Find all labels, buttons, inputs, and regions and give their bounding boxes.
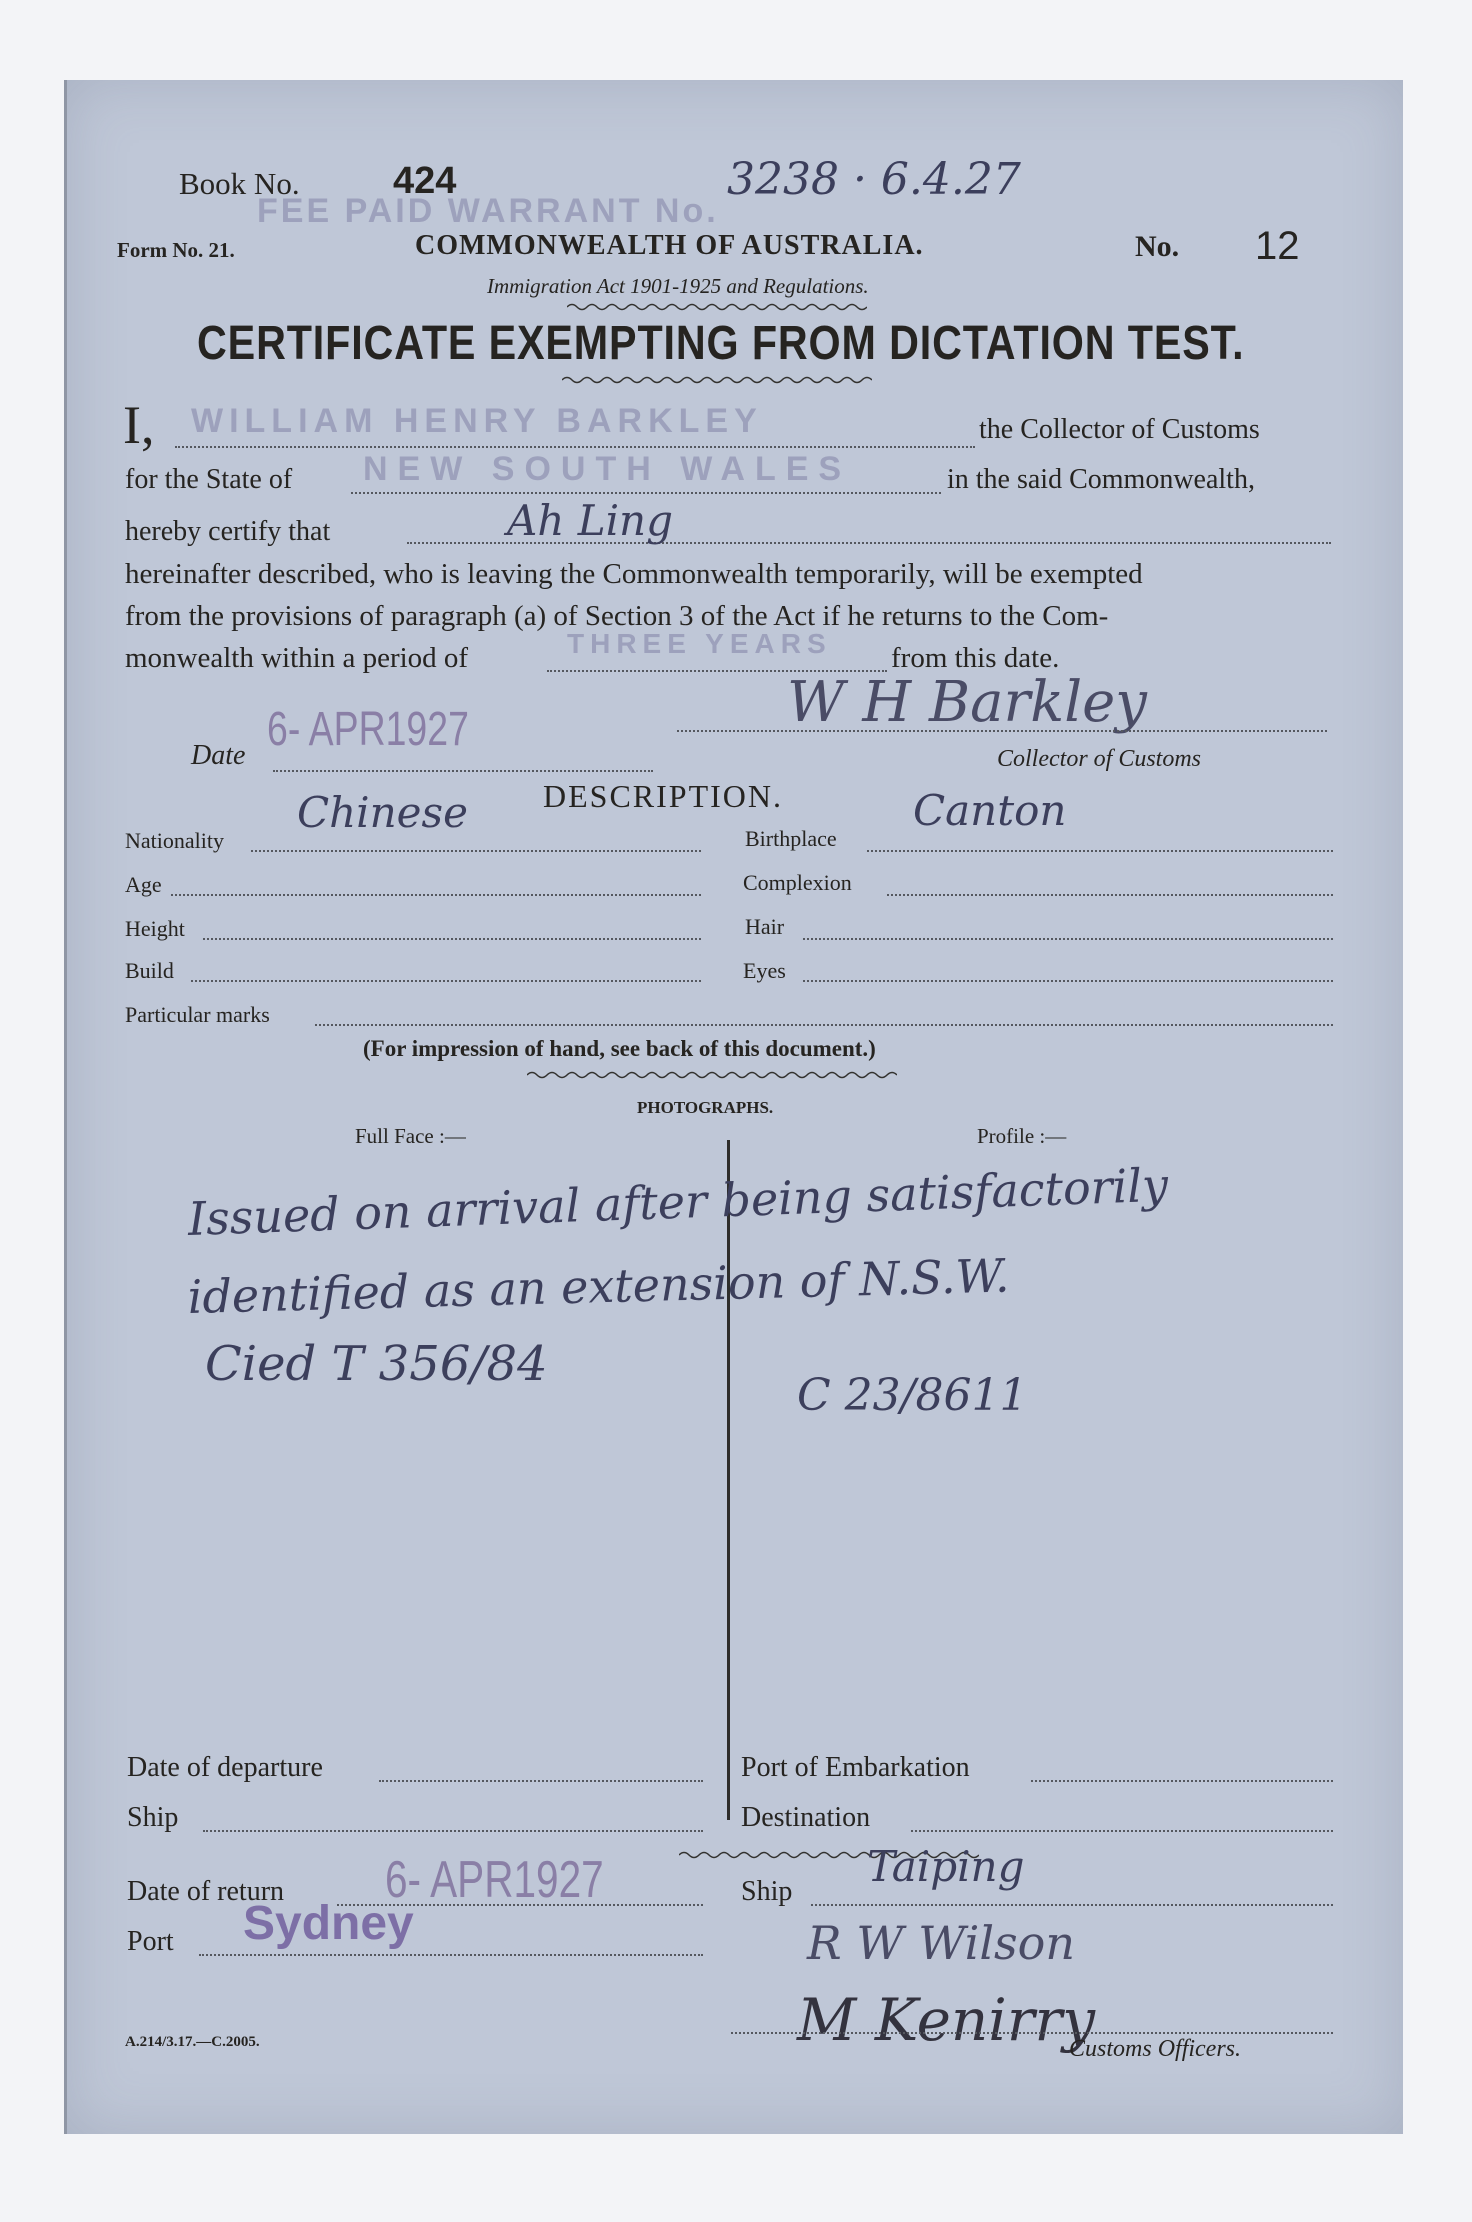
birthplace-label: Birthplace — [745, 826, 837, 851]
ship-2-value: Taiping — [867, 1842, 1025, 1891]
ornament-rule-top — [567, 302, 867, 312]
destination-label: Destination — [741, 1802, 871, 1833]
ship-2-line — [811, 1904, 1333, 1906]
date-of-departure-label: Date of departure — [127, 1752, 323, 1783]
collector-name-stamp: WILLIAM HENRY BARKLEY — [191, 402, 763, 440]
ship-2-label: Ship — [741, 1876, 793, 1907]
complexion-label: Complexion — [743, 870, 852, 895]
commonwealth-heading: COMMONWEALTH OF AUSTRALIA. — [415, 230, 924, 261]
collector-name-line — [175, 446, 975, 448]
date-of-departure-line — [379, 1780, 703, 1782]
certificate-sheet — [64, 80, 1403, 2134]
officer-signature-2: M Kenirry — [797, 1986, 1096, 2054]
ornament-rule-photographs — [527, 1070, 897, 1080]
height-line — [203, 938, 701, 940]
photo-note-line-2: identified as an extension of N.S.W. — [187, 1248, 1011, 1324]
age-line — [171, 894, 701, 896]
certify-line-5: from the provisions of paragraph (a) of Section 3 of the Act if he returns to the Com- — [125, 600, 1109, 632]
state-stamp: NEW SOUTH WALES — [363, 450, 852, 488]
collector-signature: W H Barkley — [787, 670, 1147, 735]
form-number: Form No. 21. — [117, 238, 235, 262]
collector-of-customs-text: the Collector of Customs — [979, 414, 1260, 445]
port-label: Port — [127, 1926, 174, 1957]
eyes-line — [803, 980, 1333, 982]
hereby-certify-label: hereby certify that — [125, 516, 331, 547]
age-label: Age — [125, 872, 162, 897]
officer-signature-1: R W Wilson — [807, 1916, 1075, 1970]
photographs-divider — [727, 1140, 730, 1820]
ship-line — [203, 1830, 703, 1832]
eyes-label: Eyes — [743, 958, 786, 983]
handwritten-reference: 3238 · 6.4.27 — [727, 154, 1021, 205]
date-of-return-stamp: 6- APR1927 — [385, 1851, 604, 1909]
build-line — [191, 980, 701, 982]
photo-note-line-1: Issued on arrival after being satisfactorily — [187, 1157, 1169, 1246]
date-label: Date — [191, 740, 246, 771]
complexion-line — [887, 894, 1333, 896]
collector-caption: Collector of Customs — [997, 746, 1202, 772]
port-of-embarkation-label: Port of Embarkation — [741, 1752, 970, 1783]
state-line — [351, 492, 941, 494]
description-heading: DESCRIPTION. — [543, 778, 784, 814]
no-label: No. — [1135, 230, 1180, 263]
book-number: 424 — [393, 160, 457, 202]
nationality-value: Chinese — [297, 788, 468, 837]
particular-marks-label: Particular marks — [125, 1002, 270, 1027]
nationality-line — [251, 850, 701, 852]
in-commonwealth-text: in the said Commonwealth, — [947, 464, 1255, 495]
destination-line — [911, 1830, 1333, 1832]
person-name: Ah Ling — [507, 496, 673, 545]
period-stamp: THREE YEARS — [567, 628, 832, 659]
certify-line-6b: from this date. — [891, 642, 1060, 674]
fee-paid-stamp: FEE PAID WARRANT No. — [257, 192, 719, 230]
particular-marks-line — [315, 1024, 1333, 1026]
book-label: Book No. — [179, 166, 300, 201]
certificate-title: CERTIFICATE EXEMPTING FROM DICTATION TEST. — [197, 317, 1245, 370]
port-of-embarkation-line — [1031, 1780, 1333, 1782]
photographs-heading: PHOTOGRAPHS. — [637, 1098, 774, 1117]
photo-note-line-3: Cied T 356/84 — [205, 1336, 548, 1392]
full-face-label: Full Face :— — [355, 1124, 466, 1148]
hair-label: Hair — [745, 914, 785, 939]
certificate-number: 12 — [1255, 224, 1300, 268]
officers-signature-line — [731, 2032, 1333, 2034]
signature-line — [677, 730, 1327, 732]
hair-line — [803, 938, 1333, 940]
profile-label: Profile :— — [977, 1124, 1067, 1148]
ornament-rule-title — [562, 375, 872, 385]
customs-officers-caption: Customs Officers. — [1069, 2036, 1242, 2062]
height-label: Height — [125, 916, 185, 941]
date-of-return-label: Date of return — [127, 1876, 285, 1907]
birthplace-value: Canton — [913, 786, 1067, 835]
date-stamp: 6- APR1927 — [267, 703, 469, 756]
nationality-label: Nationality — [125, 828, 224, 853]
certify-line-6a: monwealth within a period of — [125, 642, 469, 674]
build-label: Build — [125, 958, 174, 983]
port-line — [199, 1954, 703, 1956]
ship-label: Ship — [127, 1802, 179, 1833]
date-line — [273, 770, 653, 772]
port-stamp: Sydney — [243, 1897, 414, 1950]
pronoun-i: I, — [123, 395, 155, 455]
for-state-label: for the State of — [125, 464, 293, 495]
birthplace-line — [867, 850, 1333, 852]
act-reference: Immigration Act 1901-1925 and Regulations. — [487, 274, 869, 298]
printer-code: A.214/3.17.—C.2005. — [125, 2034, 260, 2050]
impression-note: (For impression of hand, see back of this document.) — [363, 1036, 876, 1061]
certify-line-4: hereinafter described, who is leaving the Commonwealth temporarily, will be exempted — [125, 558, 1143, 590]
photo-note-reference: C 23/8611 — [797, 1370, 1028, 1421]
